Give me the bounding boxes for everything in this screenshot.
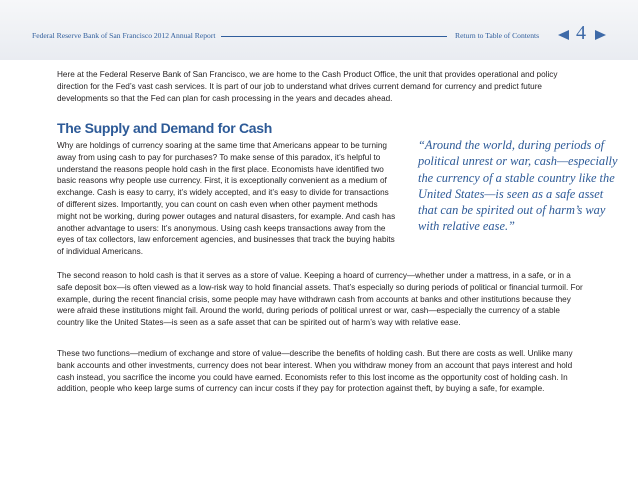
page-number: 4: [576, 22, 586, 44]
section-heading: The Supply and Demand for Cash: [57, 120, 273, 136]
return-to-toc-link[interactable]: Return to Table of Contents: [455, 31, 540, 40]
next-page-arrow-icon[interactable]: [595, 30, 606, 40]
pull-quote: “Around the world, during periods of political unrest or war, cash—especially the currency of a stable country like the United States—is seen as a safe asset that can be spirited out of harm’s way with relative ease.”: [418, 138, 618, 234]
report-title: Federal Reserve Bank of San Francisco 2012 Annual Report: [32, 31, 216, 40]
body-paragraph-2: The second reason to hold cash is that it serves as a store of value. Keeping a hoard of currency—whether under a mattress, in a safe, or in a safe deposit box—is often viewed as a low-risk way to hold financial assets. That’s especially so during periods of political or financial turmoil. For example, during the recent financial crisis, some people may have withdrawn cash from accounts at banks and other institutions because they were afraid these institutions might fail. Around the world, during periods of political unrest or war, cash—especially the currency of a stable country like the United States—is seen as a safe asset that can be spirited out of harm’s way with relative ease.: [57, 271, 583, 328]
page-header: [0, 0, 638, 60]
header-rule: [221, 36, 447, 37]
previous-page-arrow-icon[interactable]: [558, 30, 569, 40]
intro-paragraph: Here at the Federal Reserve Bank of San Francisco, we are home to the Cash Product Office, the unit that provides operational and policy direction for the Fed’s vast cash services. It is part of our job to understand what drives current demand for currency and predict future developments so that the Fed can plan for cash processing in the years and decades ahead.: [57, 70, 558, 103]
body-paragraph-3: These two functions—medium of exchange and store of value—describe the benefits of holding cash. But there are costs as well. Unlike many bank accounts and other investments, currency does not bear interest. When you withdraw money from an account that pays interest and hold cash instead, you sacrifice the income you could have earned. Economists refer to this lost income as the opportunity cost of holding cash. In addition, people who keep large sums of currency can incur costs if they pay for protection against theft, by buying a safe, for example.: [57, 349, 573, 394]
body-paragraph-1: Why are holdings of currency soaring at the same time that Americans appear to be turning away from using cash to pay for purchases? To make sense of this paradox, it’s helpful to understand the reasons people hold cash in the first place. Economists have identified two basic reasons why people use currency. First, it is exceptionally convenient as a medium of exchange. Cash is easy to carry, it’s widely accepted, and it’s easy to divide for transactions of different sizes. Importantly, you can count on cash even when other payment methods might not be working, during power outages and natural disasters, for example. And cash has another advantage to users: It’s anonymous. Using cash keeps transactions away from the eyes of tax collectors, law enforcement agencies, and businesses that track the buying habits of individual Americans.: [57, 141, 396, 257]
